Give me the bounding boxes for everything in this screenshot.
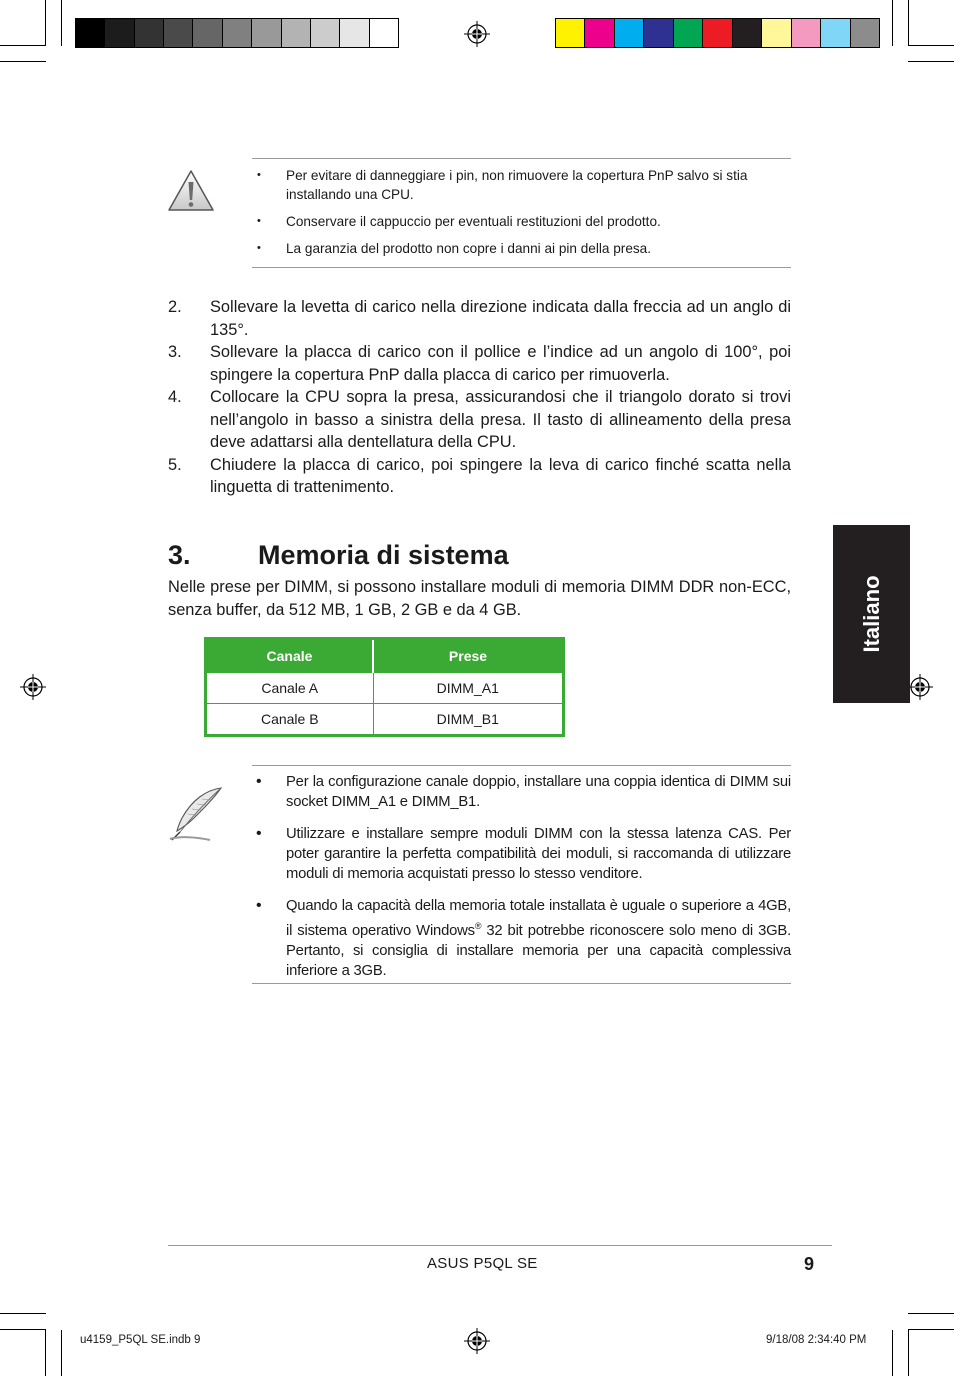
slug-timestamp: 9/18/08 2:34:40 PM [766, 1334, 867, 1346]
slug-file-info: u4159_P5QL SE.indb 9 [80, 1334, 201, 1346]
caution-item: • Per evitare di danneggiare i pin, non rimuovere la copertura PnP salvo si stia installando una CPU. [252, 166, 791, 204]
note-top-rule [252, 765, 791, 766]
color-patch [762, 19, 791, 47]
step-item [168, 341, 791, 386]
registered-mark: ® [474, 921, 482, 931]
crop-mark [892, 0, 893, 46]
note-bottom-rule [252, 983, 791, 984]
note-list [252, 772, 791, 993]
grayscale-color-bar [75, 18, 399, 48]
crop-mark [0, 1329, 46, 1330]
column-header: Prese [373, 639, 564, 673]
warning-triangle-icon [167, 169, 215, 213]
step-text: Collocare la CPU sopra la presa, assicurandosi che il triangolo dorato si trovi nell’angolo in basso a sinistra della presa. Il tasto di allineamento della presa deve adattarsi alla dentellatura della CPU. [210, 388, 791, 451]
crop-mark [45, 1330, 46, 1376]
color-patch [851, 19, 879, 47]
color-patch [792, 19, 821, 47]
color-patch [193, 19, 222, 47]
step-item [168, 386, 791, 454]
page-number: 9 [804, 1254, 815, 1274]
note-item: • Utilizzare e installare sempre moduli DIMM con la stessa latenza CAS. Per poter garantire la perfetta compatibilità dei moduli, si raccomanda di utilizzare moduli di memoria acquistati presso lo stesso venditore. [252, 824, 791, 884]
crop-mark [61, 0, 62, 46]
color-patch [135, 19, 164, 47]
caution-item: • La garanzia del prodotto non copre i danni ai pin della presa. [252, 239, 791, 258]
caution-item: • Conservare il cappuccio per eventuali restituzioni del prodotto. [252, 212, 791, 231]
color-patch [585, 19, 614, 47]
step-number: 5. [168, 455, 182, 474]
step-number: 3. [168, 343, 182, 361]
table-cell: DIMM_B1 [373, 704, 564, 736]
step-text: Sollevare la levetta di carico nella direzione indicata dalla freccia ad un anglo di 135°. [210, 298, 791, 339]
caution-top-rule [252, 158, 791, 159]
color-patch [105, 19, 134, 47]
color-patch [340, 19, 369, 47]
crop-mark [0, 45, 46, 46]
note-text: Quando la capacità della memoria totale installata è uguale o superiore a 4GB, il sistema operativo Windows [286, 898, 791, 939]
footer-rule [168, 1245, 832, 1246]
color-patch [311, 19, 340, 47]
step-item [168, 296, 791, 341]
registration-mark-icon [907, 674, 933, 700]
color-patch [821, 19, 850, 47]
step-text: Chiudere la placca di carico, poi spingere la leva di carico finché scatta nella linguetta di trattenimento. [210, 455, 791, 496]
color-patch [76, 19, 105, 47]
crop-mark [892, 1330, 893, 1376]
color-patch [164, 19, 193, 47]
crop-mark [908, 0, 909, 46]
step-number: 4. [168, 388, 182, 406]
color-patch [223, 19, 252, 47]
color-patch [615, 19, 644, 47]
crop-mark [45, 0, 46, 46]
table-cell: Canale B [206, 704, 374, 736]
caution-bottom-rule [252, 267, 791, 268]
color-patch [556, 19, 585, 47]
step-number: 2. [168, 298, 182, 316]
note-item [252, 896, 791, 981]
crop-mark [908, 1330, 909, 1376]
table-cell: DIMM_A1 [373, 673, 564, 704]
footer-product-name: ASUS P5QL SE [427, 1255, 538, 1272]
table-cell: Canale A [206, 673, 374, 704]
color-patch [644, 19, 673, 47]
color-patch [282, 19, 311, 47]
color-patch [733, 19, 762, 47]
crop-mark [908, 45, 954, 46]
registration-mark-icon [464, 1328, 490, 1354]
step-item [168, 454, 791, 499]
registration-mark-icon [464, 21, 490, 47]
color-patch [674, 19, 703, 47]
crop-mark [0, 1313, 46, 1314]
table-row [206, 704, 564, 736]
note-item: • Per la configurazione canale doppio, installare una coppia identica di DIMM sui socket DIMM_A1 e DIMM_B1. [252, 772, 791, 812]
note-text: 32 bit potrebbe riconoscere solo meno di 3GB. Pertanto, si consiglia di installare memoria per una capacità complessiva inferiore a 3GB. [286, 922, 791, 979]
quill-note-icon [166, 784, 226, 844]
section-heading [168, 540, 509, 571]
crop-mark [908, 1313, 954, 1314]
crop-mark [61, 1330, 62, 1376]
process-color-bar [555, 18, 880, 48]
crop-mark [0, 61, 46, 62]
color-patch [370, 19, 398, 47]
section-intro: Nelle prese per DIMM, si possono installare moduli di memoria DIMM DDR non-ECC, senza buffer, da 512 MB, 1 GB, 2 GB e da 4 GB. [168, 578, 791, 619]
crop-mark [908, 61, 954, 62]
installation-steps [168, 296, 791, 499]
section-number: 3. [168, 540, 191, 570]
caution-list [252, 166, 791, 266]
step-text: Sollevare la placca di carico con il pollice e l’indice ad un angolo di 100°, poi spingere la copertura PnP dalla placca di carico per rimuoverla. [210, 343, 791, 384]
color-patch [252, 19, 281, 47]
section-title: Memoria di sistema [258, 540, 509, 570]
registration-mark-icon [20, 674, 46, 700]
channel-table [204, 637, 565, 737]
language-tab-label: Italiano [858, 575, 884, 653]
crop-mark [908, 1329, 954, 1330]
table-header-row [206, 639, 564, 673]
color-patch [703, 19, 732, 47]
language-tab [833, 525, 910, 703]
column-header: Canale [206, 639, 374, 673]
table-row [206, 673, 564, 704]
